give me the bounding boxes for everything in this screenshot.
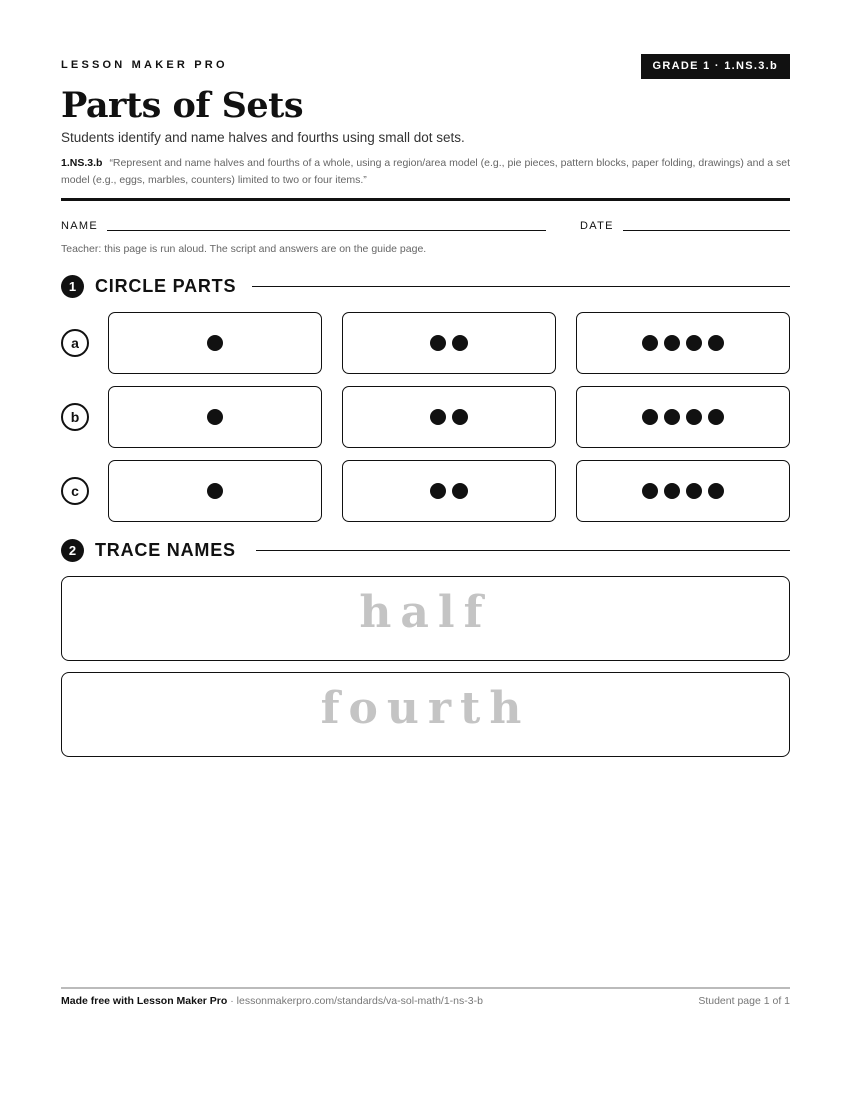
dot [708,335,724,351]
page-title: Parts of Sets [61,85,304,126]
dot-set-box[interactable] [342,460,556,522]
standard-description [61,155,790,189]
row-letter-c: c [61,477,89,505]
dot-set-box[interactable] [342,386,556,448]
section-title: CIRCLE PARTS [95,276,237,296]
trace-word: half [359,587,492,638]
dot [708,409,724,425]
section-number: 2 [61,539,84,562]
standard-code: 1.NS.3.b [61,157,103,169]
dot [207,483,223,499]
name-field[interactable] [107,230,546,231]
brand-name: LESSON MAKER PRO [61,59,228,71]
dot [452,483,468,499]
dot-set-box[interactable] [108,386,322,448]
dot [686,335,702,351]
trace-box-fourth[interactable] [61,672,790,757]
worksheet-page [61,0,790,1100]
section-rule [256,550,790,551]
dot-set-box[interactable] [108,312,322,374]
standard-text: “Represent and name halves and fourths of a whole, using a region/area model (e.g., pie pieces, pattern blocks, paper folding, drawings) and a set model (e.g., eggs, marbles, counters) limited to two or four items.” [61,157,791,186]
row-letter-b: b [61,403,89,431]
dot [452,335,468,351]
dot [664,483,680,499]
section-rule [252,286,790,287]
section-title: TRACE NAMES [95,540,236,560]
name-label: NAME [61,220,98,232]
dot [686,409,702,425]
teacher-note: Teacher: this page is run aloud. The script and answers are on the guide page. [61,243,427,255]
dot [430,335,446,351]
dot [207,335,223,351]
dot [686,483,702,499]
footer-credit [61,995,483,1007]
date-field[interactable] [623,230,790,231]
footer-url[interactable]: lessonmakerpro.com/standards/va-sol-math/1-ns-3-b [236,995,483,1007]
dot-set-box[interactable] [108,460,322,522]
dot [452,409,468,425]
footer-separator: · [227,995,237,1007]
dot [642,409,658,425]
dot [642,483,658,499]
dot-set-box[interactable] [576,386,790,448]
dot [664,409,680,425]
dot [430,483,446,499]
footer-divider [61,987,790,989]
dot [207,409,223,425]
footer-page-label: Student page 1 of 1 [698,995,790,1007]
footer-made-with: Made free with Lesson Maker Pro [61,995,228,1007]
dot [642,335,658,351]
header-divider [61,198,790,201]
dot [664,335,680,351]
dot-set-box[interactable] [342,312,556,374]
grade-badge: GRADE 1 · 1.NS.3.b [641,54,790,79]
date-label: DATE [580,220,614,232]
dot-set-box[interactable] [576,312,790,374]
section-circle-parts [61,273,790,299]
row-letter-a: a [61,329,89,357]
trace-word: fourth [320,683,531,734]
dot [708,483,724,499]
dot-set-box[interactable] [576,460,790,522]
page-subtitle: Students identify and name halves and fourths using small dot sets. [61,130,465,145]
section-number: 1 [61,275,84,298]
section-trace-names [61,537,790,563]
dot [430,409,446,425]
trace-box-half[interactable] [61,576,790,661]
